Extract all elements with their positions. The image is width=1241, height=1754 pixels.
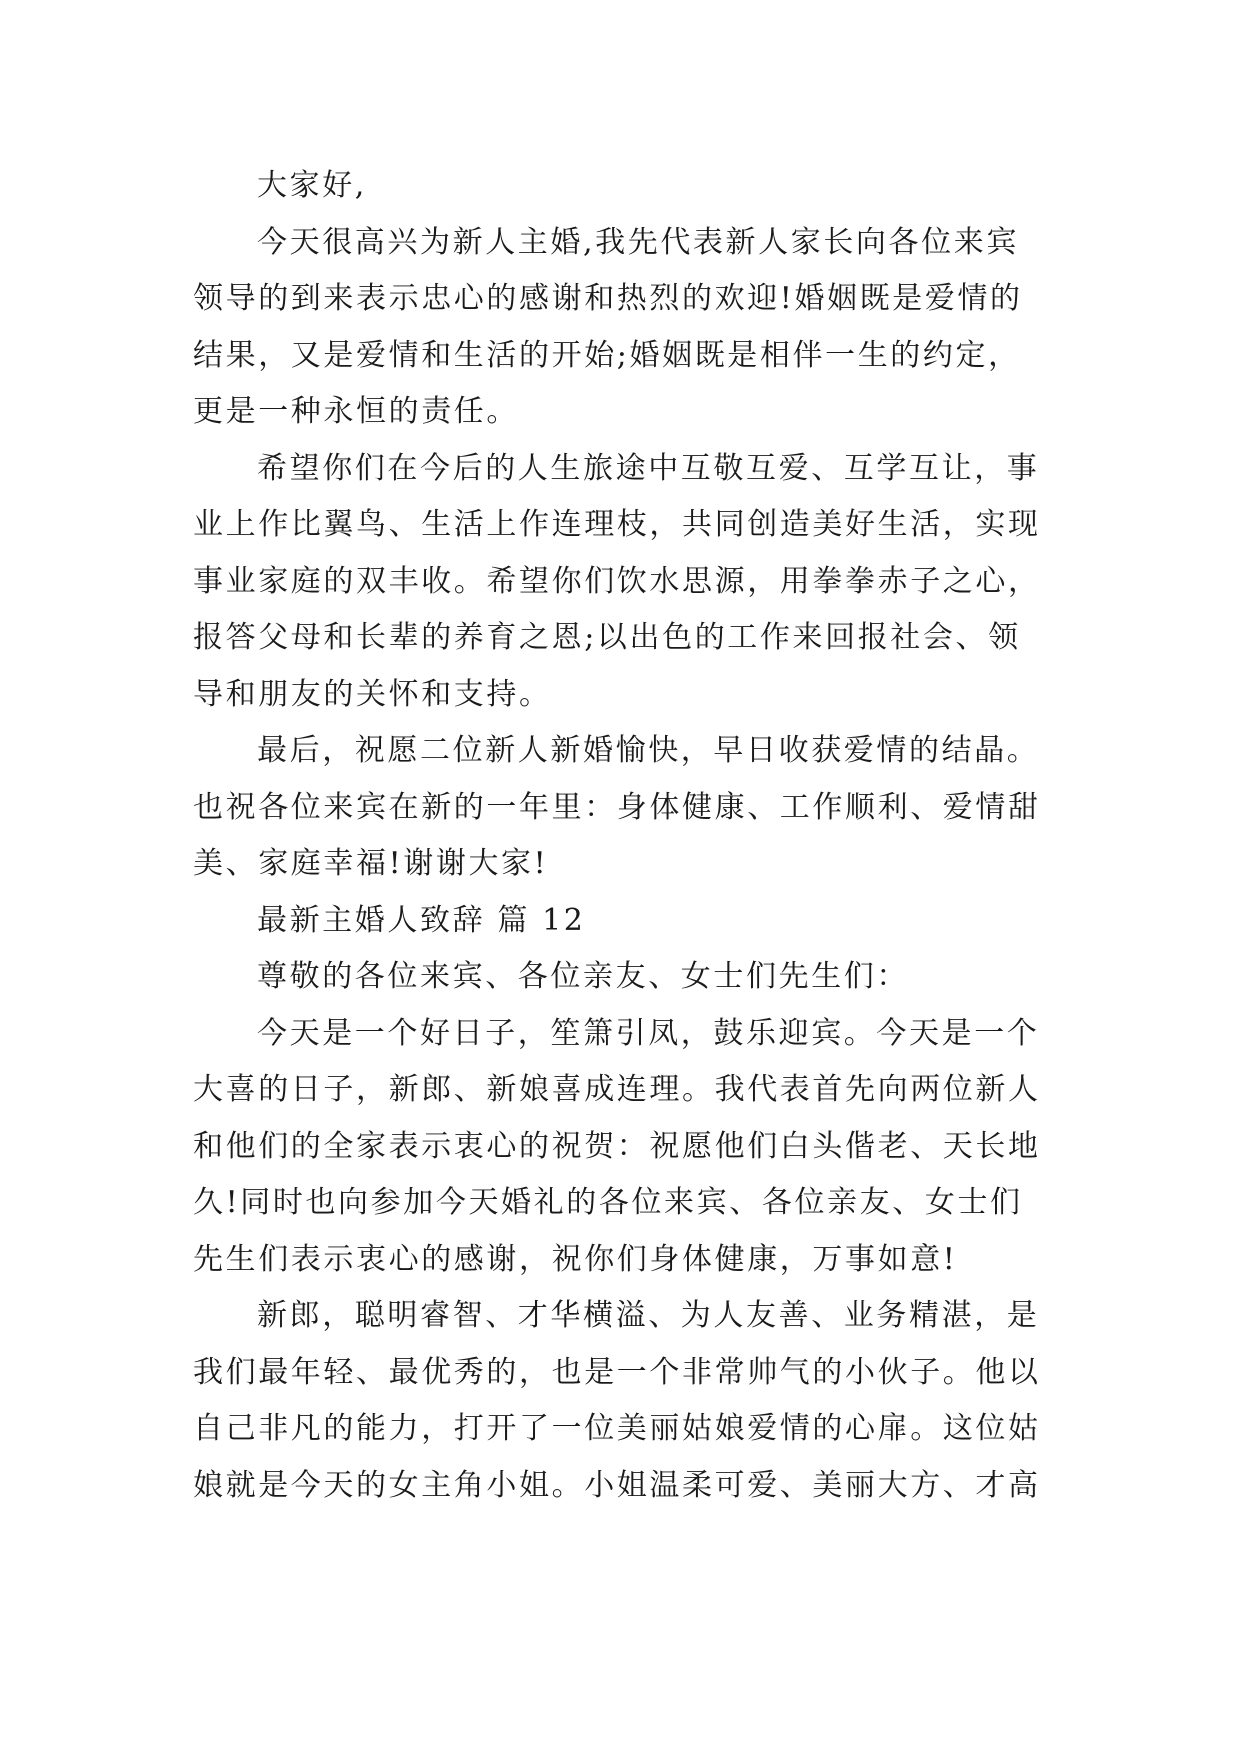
text-line: 今天很高兴为新人主婚,我先代表新人家长向各位来宾	[257, 224, 1019, 260]
text-line: 报答父母和长辈的养育之恩;以出色的工作来回报社会、领	[193, 620, 1021, 655]
text-line: 先生们表示衷心的感谢，祝你们身体健康，万事如意!	[193, 1241, 958, 1277]
text-line: 最后，祝愿二位新人新婚愉快，早日收获爱情的结晶。	[257, 733, 1040, 768]
text-line: 新郎，聪明睿智、才华横溢、为人友善、业务精湛，是	[257, 1298, 1040, 1333]
text-line: 今天是一个好日子，笙箫引凤，鼓乐迎宾。今天是一个	[257, 1015, 1040, 1051]
text-line: 事业家庭的双丰收。希望你们饮水思源，用拳拳赤子之心，	[193, 563, 1041, 599]
text-line: 大喜的日子，新郎、新娘喜成连理。我代表首先向两位新人	[193, 1072, 1041, 1107]
text-line: 业上作比翼鸟、生活上作连理枝，共同创造美好生活，实现	[193, 507, 1041, 542]
text-line: 我们最年轻、最优秀的，也是一个非常帅气的小伙子。他以	[193, 1354, 1041, 1390]
document-body	[193, 158, 1053, 1514]
text-line: 结果，又是爱情和生活的开始;婚姻既是相伴一生的约定，	[193, 337, 1021, 373]
text-line: 美、家庭幸福!谢谢大家!	[193, 846, 549, 881]
text-line: 久!同时也向参加今天婚礼的各位来宾、各位亲友、女士们	[193, 1185, 1023, 1220]
text-line: 导和朋友的关怀和支持。	[193, 676, 552, 712]
text-line: 和他们的全家表示衷心的祝贺：祝愿他们白头偕老、天长地	[193, 1128, 1041, 1164]
text-line: 大家好,	[257, 168, 367, 203]
text-line: 也祝各位来宾在新的一年里：身体健康、工作顺利、爱情甜	[193, 789, 1041, 825]
text-line: 希望你们在今后的人生旅途中互敬互爱、互学互让，事	[257, 450, 1040, 486]
text-line: 更是一种永恒的责任。	[193, 394, 519, 429]
text-line: 娘就是今天的女主角小姐。小姐温柔可爱、美丽大方、才高	[193, 1467, 1041, 1503]
text-line: 自己非凡的能力，打开了一位美丽姑娘爱情的心扉。这位姑	[193, 1411, 1041, 1446]
text-line: 领导的到来表示忠心的感谢和热烈的欢迎!婚姻既是爱情的	[193, 281, 1023, 316]
text-line: 最新主婚人致辞 篇 12	[257, 902, 586, 938]
text-line: 尊敬的各位来宾、各位亲友、女士们先生们：	[257, 959, 909, 994]
